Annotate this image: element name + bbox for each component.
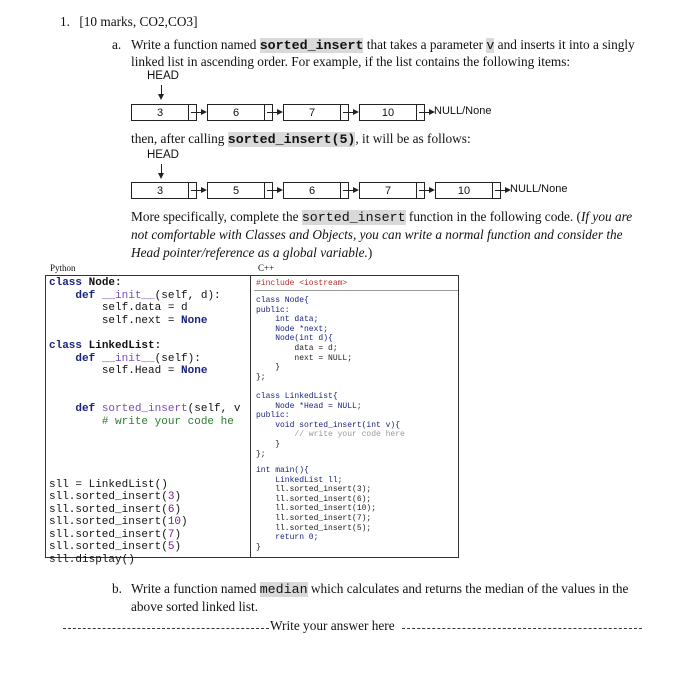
cpp-line: return 0; <box>256 533 319 543</box>
code-table-divider <box>250 275 251 558</box>
list-node-value: 5 <box>208 183 265 198</box>
py-line-4: self.next = None <box>101 314 208 327</box>
python-code <box>49 277 240 567</box>
list-node <box>207 182 273 199</box>
list-node <box>131 182 197 199</box>
more-line1 <box>131 208 632 226</box>
list-node <box>283 182 349 199</box>
cpp-linkedlist-class <box>256 392 405 459</box>
py-line-12: sll.sorted_insert(6) <box>49 503 182 516</box>
py-line-9: # write your code he <box>101 415 234 428</box>
cpp-line: next = NULL; <box>256 353 353 363</box>
part-a-text: and inserts it into a singly <box>494 37 635 52</box>
list-node-value: 6 <box>284 183 341 198</box>
cpp-line: ll.sorted_insert(6); <box>256 494 372 504</box>
py-line-8: def sorted_insert(self, v <box>75 402 241 415</box>
more-text: More specifically, complete the <box>131 209 302 224</box>
list-pointer-arrow <box>343 112 357 113</box>
more-line3 <box>131 244 372 261</box>
cpp-line: public: <box>256 411 290 421</box>
cpp-line: // write your code here <box>256 430 405 440</box>
part-b-line2: above sorted linked list. <box>131 599 259 614</box>
more-line2: not comfortable with Classes and Objects, you can write a normal function and consider the <box>131 227 623 242</box>
py-line-2: def __init__(self, d): <box>75 289 221 302</box>
cpp-line: public: <box>256 305 290 315</box>
cpp-node-class <box>256 296 352 382</box>
py-line-3: self.data = d <box>101 302 188 315</box>
part-a-text: Write a function named <box>131 37 260 52</box>
list-node-value: 7 <box>360 183 417 198</box>
cpp-line: Node(int d){ <box>256 334 333 344</box>
cpp-line: Node *Head = NULL; <box>256 401 362 411</box>
part-a-line1 <box>131 36 661 54</box>
cpp-line: Node *next; <box>256 324 329 334</box>
list-node-value: 3 <box>132 105 189 120</box>
more-text: function in the following code. ( <box>405 209 581 224</box>
list-pointer-arrow <box>191 190 205 191</box>
python-label: Python <box>50 263 76 273</box>
list-pointer-arrow <box>419 112 433 113</box>
list-node-value: 6 <box>208 105 265 120</box>
list-node <box>359 182 425 199</box>
list-node-value: 7 <box>284 105 341 120</box>
cpp-line: ll.sorted_insert(5); <box>256 523 372 533</box>
call-highlight: sorted_insert(5) <box>227 132 356 147</box>
cpp-line: } <box>256 363 281 373</box>
list-node-value: 10 <box>436 183 493 198</box>
head-arrow-before <box>161 85 162 98</box>
list-pointer-arrow <box>419 190 433 191</box>
part-b-line1 <box>131 580 628 598</box>
cpp-line: LinkedList ll; <box>256 475 343 485</box>
cpp-line: ll.sorted_insert(10); <box>256 504 377 514</box>
more-italic: If you are <box>580 209 633 224</box>
part-a-line2: linked list in ascending order. For example, if the list contains the following items: <box>131 54 571 69</box>
head-label-before: HEAD <box>147 70 179 82</box>
list-terminal-null: NULL/None <box>510 183 568 195</box>
part-b-text: Write a function named <box>131 581 260 596</box>
cpp-include: #include <iostream> <box>256 279 348 288</box>
cpp-line: class Node{ <box>256 296 309 305</box>
list-node <box>131 104 197 121</box>
question-number: 1. <box>60 14 70 29</box>
list-pointer-arrow <box>343 190 357 191</box>
answer-prompt: Write your answer here <box>270 618 395 633</box>
head-label-after: HEAD <box>147 149 179 161</box>
param-highlight: v <box>486 38 495 53</box>
cpp-line: }; <box>256 449 266 459</box>
part-a-label: a. <box>112 37 122 52</box>
list-node <box>435 182 501 199</box>
list-node-value: 10 <box>360 105 417 120</box>
list-node <box>359 104 425 121</box>
list-node <box>283 104 349 121</box>
py-line-7: self.Head = None <box>101 365 208 378</box>
part-b-text: which calculates and returns the median of the values in the <box>307 581 629 596</box>
py-line-14: sll.sorted_insert(7) <box>49 528 182 541</box>
cpp-line: data = d; <box>256 343 338 353</box>
cpp-label: C++ <box>258 263 275 273</box>
py-line-16: sll.display() <box>49 554 135 567</box>
cpp-line: void sorted_insert(int v){ <box>256 420 401 430</box>
head-arrow-after <box>161 164 162 177</box>
cpp-main <box>256 466 376 552</box>
cpp-line: int data; <box>256 315 319 325</box>
cpp-line: } <box>256 439 281 449</box>
then-line <box>131 130 471 148</box>
py-line-15: sll.sorted_insert(5) <box>49 541 182 554</box>
more-text: ) <box>367 245 373 260</box>
then-text: then, after calling <box>131 131 228 146</box>
py-line-10: sll = LinkedList() <box>49 478 168 491</box>
list-pointer-arrow <box>191 112 205 113</box>
question-marks: [10 marks, CO2,CO3] <box>79 14 198 29</box>
list-node <box>207 104 273 121</box>
then-text: , it will be as follows: <box>355 131 471 146</box>
list-pointer-arrow <box>495 190 509 191</box>
list-pointer-arrow <box>267 112 281 113</box>
py-line-11: sll.sorted_insert(3) <box>49 491 182 504</box>
more-italic: Head pointer/reference as a global variable. <box>131 245 368 260</box>
cpp-line: int main(){ <box>256 466 309 475</box>
question-header <box>60 14 198 30</box>
list-node-value: 3 <box>132 183 189 198</box>
cpp-line: ll.sorted_insert(3); <box>256 485 372 495</box>
cpp-line: class LinkedList{ <box>256 392 338 401</box>
fn-name-highlight: sorted_insert <box>259 38 364 53</box>
cpp-line: ll.sorted_insert(7); <box>256 513 372 523</box>
median-highlight: median <box>259 582 308 597</box>
py-line-5: class LinkedList: <box>49 339 162 352</box>
py-line-13: sll.sorted_insert(10) <box>49 516 188 529</box>
answer-dash-right <box>402 628 642 629</box>
cpp-include-rule <box>254 290 458 291</box>
part-b-label: b. <box>112 581 122 596</box>
answer-dash-left <box>63 628 269 629</box>
cpp-line: } <box>256 542 261 552</box>
part-a-text: that takes a parameter <box>363 37 487 52</box>
list-pointer-arrow <box>267 190 281 191</box>
cpp-line: }; <box>256 372 266 382</box>
fn-name-highlight-2: sorted_insert <box>301 210 406 225</box>
list-terminal-null: NULL/None <box>434 105 492 117</box>
py-line-6: def __init__(self): <box>75 352 201 365</box>
py-line-1: class Node: <box>49 277 122 289</box>
